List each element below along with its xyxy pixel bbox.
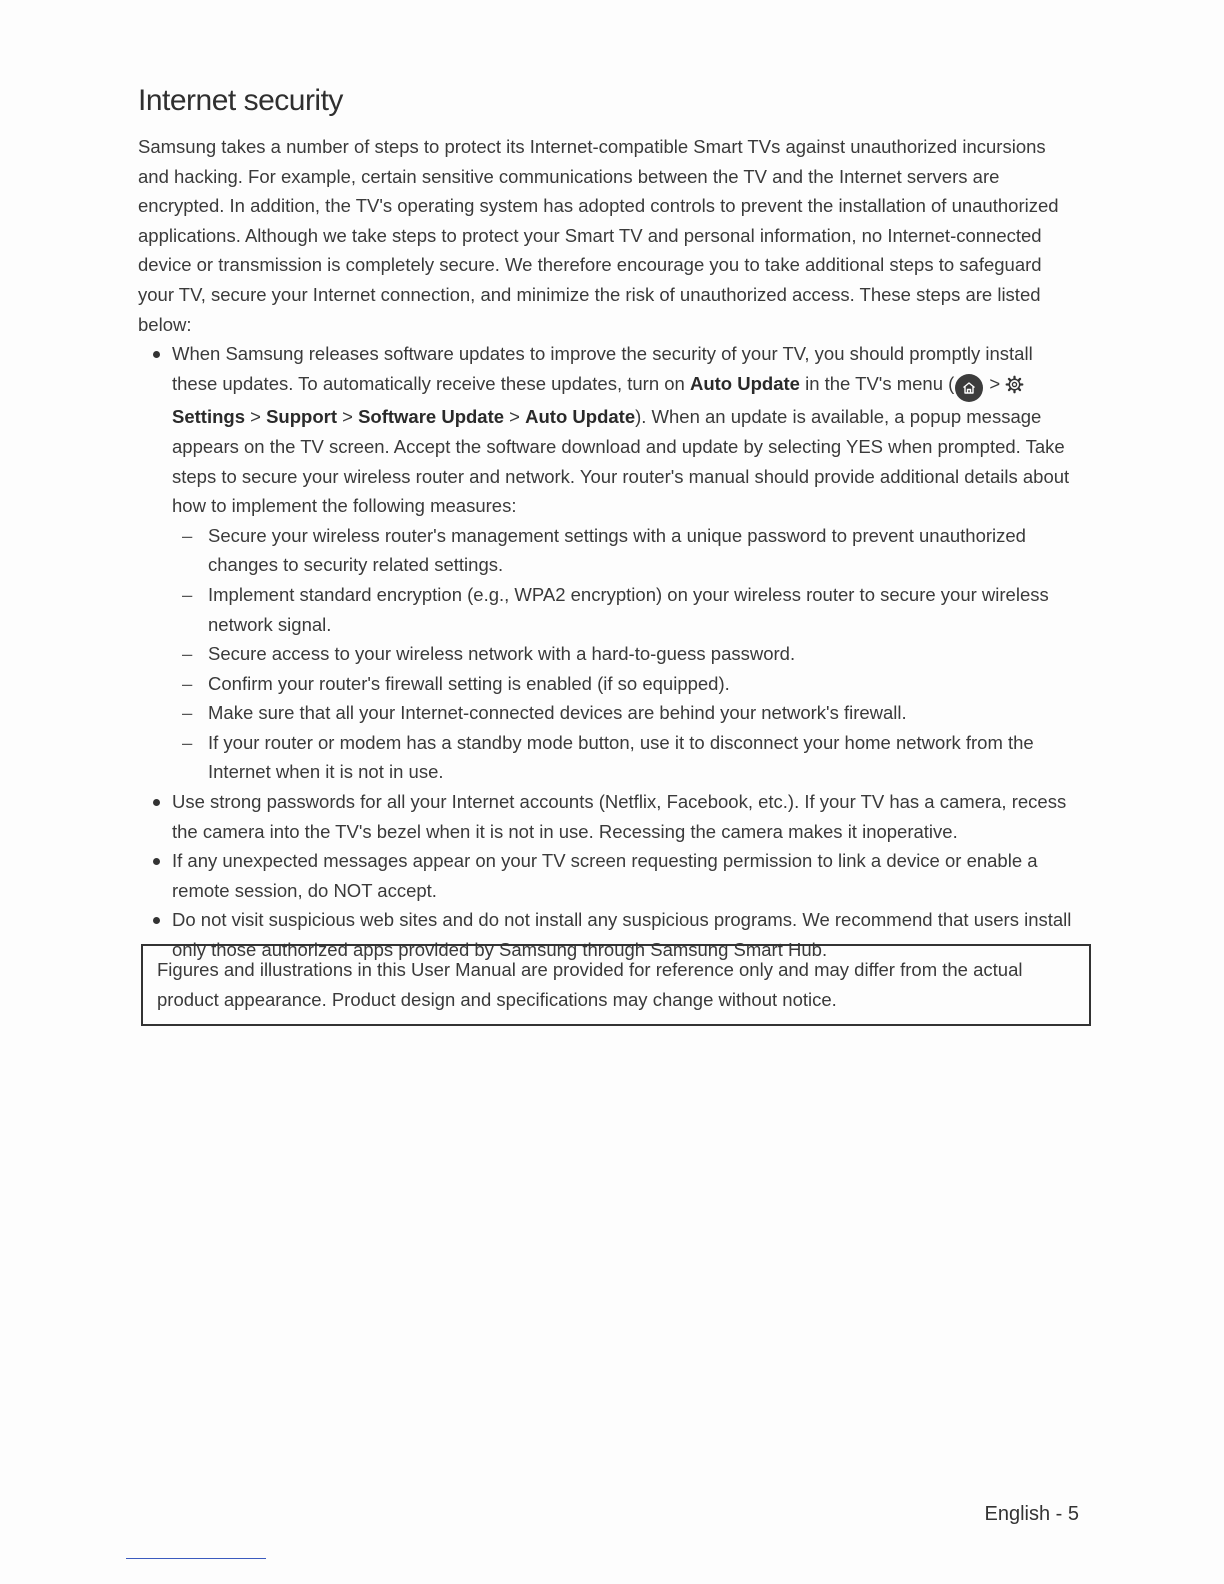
home-icon [955, 374, 983, 402]
footnote-divider [126, 1558, 266, 1559]
measure-item: – Implement standard encryption (e.g., WPA2 encryption) on your wireless router to secure your wireless network signal. [172, 580, 1078, 639]
menu-path-software-update: Software Update [358, 406, 505, 428]
intro-paragraph: Samsung takes a number of steps to protect its Internet-compatible Smart TVs against unauthorized incursions and hacking. For example, certain sensitive communications between the TV and the Internet servers are encrypted. In addition, the TV's operating system has adopted controls to prevent the installation of unauthorized applications. Although we take steps to protect your Smart TV and personal information, no Internet-connected device or transmission is completely secure. We therefore encourage you to take additional steps to safeguard your TV, secure your Internet connection, and minimize the risk of unauthorized access. These steps are listed below: [138, 136, 1059, 335]
bullet-list [138, 339, 1078, 964]
page-number: English - 5 [984, 1503, 1079, 1525]
bullet-text: ). When an update is available, a popup message appears on the TV screen. Accept the software download and update by selecting YES when prompted. Take steps to secure your wireless router and network. Your router's manual should provide additional details about how to implement the following measures: [172, 406, 1070, 517]
bullet-item-passwords: Use strong passwords for all your Internet accounts (Netflix, Facebook, etc.). If your TV has a camera, recess the camera into the TV's bezel when it is not in use. Recessing the camera makes it inoperative. [138, 787, 1078, 846]
menu-path-support: Support [266, 406, 337, 428]
menu-path-auto-update: Auto Update [689, 372, 800, 394]
gear-icon [1005, 373, 1024, 403]
menu-path-auto-update-2: Auto Update [525, 406, 636, 428]
measure-item: – Secure your wireless router's management settings with a unique password to prevent unauthorized changes to security related settings. [172, 521, 1078, 580]
menu-path-separator: > [244, 406, 267, 428]
measure-item: – Secure access to your wireless network with a hard-to-guess password. [172, 639, 1078, 669]
menu-path-separator: > [984, 372, 1006, 394]
bullet-item-suspicious: Do not visit suspicious web sites and do not install any suspicious programs. We recommend that users install only those authorized apps provided by Samsung through Samsung Smart Hub. [138, 905, 1078, 964]
measure-item: – Make sure that all your Internet-connected devices are behind your network's firewall. [172, 698, 1078, 728]
note-box: Figures and illustrations in this User Manual are provided for reference only and may differ from the actual product appearance. Product design and specifications may change without notice. [141, 944, 1091, 1026]
bullet-item-messages: If any unexpected messages appear on your TV screen requesting permission to link a device or enable a remote session, do NOT accept. [138, 846, 1078, 905]
measure-item: – Confirm your router's firewall setting is enabled (if so equipped). [172, 669, 1078, 699]
measure-item: – If your router or modem has a standby mode button, use it to disconnect your home network from the Internet when it is not in use. [172, 728, 1078, 787]
page-title: Internet security [138, 84, 343, 117]
bullet-text: in the TV's menu ( [799, 372, 955, 394]
bullet-text: When Samsung releases software updates to improve the security of your TV, you should promptly install these updates. To automatically receive these updates, turn on [172, 343, 1033, 394]
bullet-item-updates [138, 339, 1078, 787]
measures-list [172, 521, 1078, 787]
main-content [138, 132, 1078, 965]
menu-path-separator: > [336, 406, 359, 428]
menu-path-separator: > [504, 406, 526, 428]
menu-path-settings: Settings [172, 406, 245, 428]
